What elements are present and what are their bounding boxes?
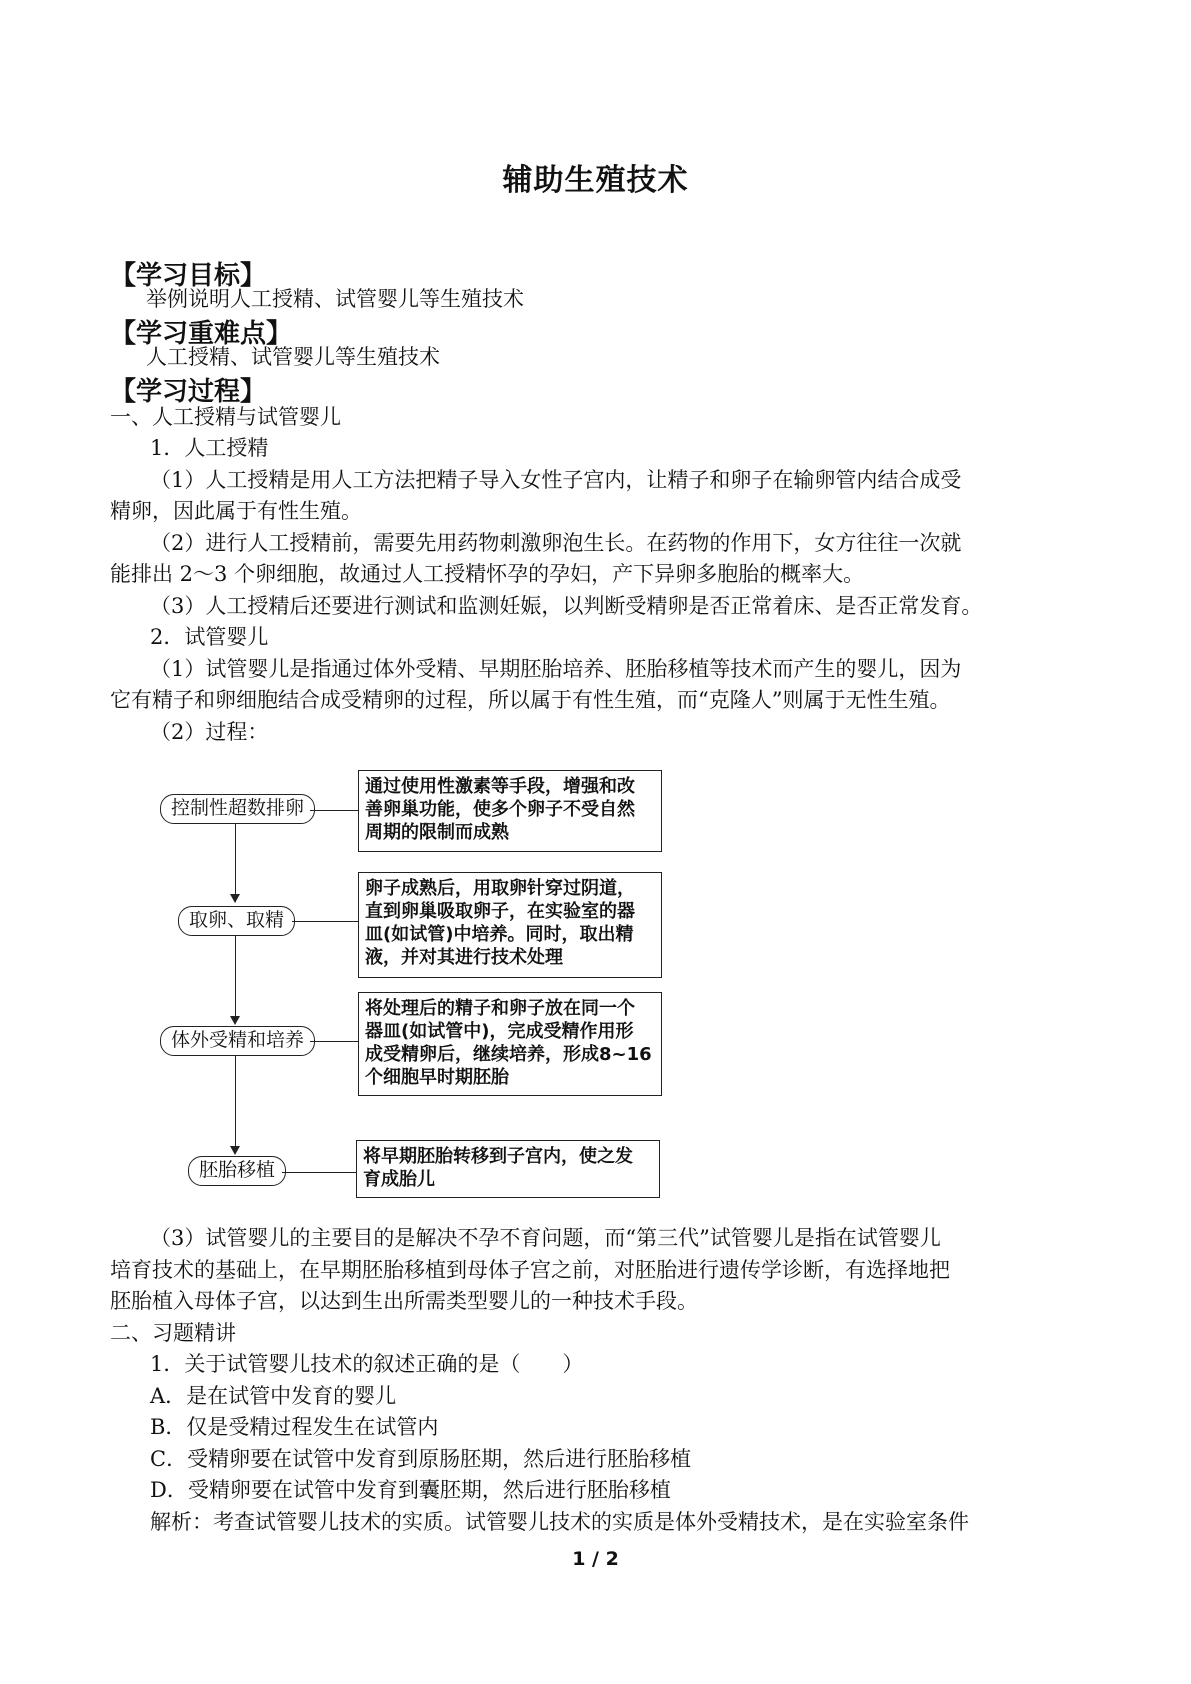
arrow-down-icon (230, 1016, 240, 1025)
ivf-paragraph-1-line-1: （1）试管婴儿是指通过体外受精、早期胚胎培养、胚胎移植等技术而产生的婴儿，因为 (150, 657, 962, 681)
ai-title: 1．人工授精 (150, 436, 269, 460)
ivf-title: 2．试管婴儿 (150, 625, 269, 649)
arrow-down-icon (230, 1146, 240, 1155)
objectives-text: 举例说明人工授精、试管婴儿等生殖技术 (146, 287, 524, 311)
ai-paragraph-3: （3）人工授精后还要进行测试和监测妊娠，以判断受精卵是否正常着床、是否正常发育。 (150, 594, 983, 618)
ai-paragraph-2-line-1: （2）进行人工授精前，需要先用药物刺激卵泡生长。在药物的作用下，女方往往一次就 (150, 531, 962, 555)
connector-line (292, 921, 360, 922)
option-b: B．仅是受精过程发生在试管内 (150, 1415, 439, 1439)
process-heading: 【学习过程】 (110, 377, 267, 407)
connector-line (235, 933, 236, 1023)
keypoints-heading: 【学习重难点】 (110, 319, 293, 349)
connector-line (235, 1053, 236, 1153)
page-title: 辅助生殖技术 (502, 163, 689, 198)
ivf-process-diagram (160, 776, 720, 1198)
option-c: C．受精卵要在试管中发育到原肠胚期，然后进行胚胎移植 (150, 1447, 692, 1471)
connector-line (310, 810, 360, 811)
stage-box: 胚胎移植 (188, 1156, 286, 1186)
stage-box: 取卵、取精 (178, 906, 295, 936)
arrow-down-icon (230, 894, 240, 903)
connector-line (235, 822, 236, 902)
question-1: 1．关于试管婴儿技术的叙述正确的是（ ） (150, 1352, 584, 1376)
objectives-heading: 【学习目标】 (110, 261, 267, 291)
stage-box: 体外受精和培养 (160, 1026, 315, 1056)
keypoints-text: 人工授精、试管婴儿等生殖技术 (146, 345, 440, 369)
connector-line (310, 1041, 360, 1042)
ivf-paragraph-3-line-3: 胚胎植入母体子宫，以达到生出所需类型婴儿的一种技术手段。 (110, 1289, 698, 1313)
part2-title: 二、习题精讲 (110, 1321, 236, 1345)
page-number: 1 / 2 (572, 1548, 619, 1570)
stage-box: 控制性超数排卵 (160, 794, 315, 824)
ivf-paragraph-3-line-2: 培育技术的基础上，在早期胚胎移植到母体子宫之前，对胚胎进行遗传学诊断，有选择地把 (110, 1258, 950, 1282)
part1-title: 一、人工授精与试管婴儿 (110, 405, 341, 429)
stage-description: 将处理后的精子和卵子放在同一个 器皿(如试管中)，完成受精作用形 成受精卵后，继续培养，形成8~16 个细胞早时期胚胎 (358, 992, 662, 1096)
option-a: A．是在试管中发育的婴儿 (150, 1384, 397, 1408)
ai-paragraph-1-line-2: 精卵，因此属于有性生殖。 (110, 499, 362, 523)
ai-paragraph-1-line-1: （1）人工授精是用人工方法把精子导入女性子宫内，让精子和卵子在输卵管内结合成受 (150, 468, 962, 492)
connector-line (282, 1172, 358, 1173)
ai-paragraph-2-line-2: 能排出 2～3 个卵细胞，故通过人工授精怀孕的孕妇，产下异卵多胞胎的概率大。 (110, 562, 865, 586)
ivf-paragraph-2: （2）过程： (150, 720, 269, 744)
ivf-paragraph-1-line-2: 它有精子和卵细胞结合成受精卵的过程，所以属于有性生殖，而“克隆人”则属于无性生殖。 (110, 688, 951, 712)
analysis-text: 解析：考查试管婴儿技术的实质。试管婴儿技术的实质是体外受精技术，是在实验室条件 (150, 1510, 969, 1534)
ivf-paragraph-3-line-1: （3）试管婴儿的主要目的是解决不孕不育问题，而“第三代”试管婴儿是指在试管婴儿 (150, 1226, 941, 1250)
option-d: D．受精卵要在试管中发育到囊胚期，然后进行胚胎移植 (150, 1478, 671, 1502)
stage-description: 将早期胚胎转移到子宫内，使之发 育成胎儿 (356, 1140, 660, 1198)
stage-description: 通过使用性激素等手段，增强和改 善卵巢功能，使多个卵子不受自然 周期的限制而成熟 (358, 770, 662, 852)
stage-description: 卵子成熟后，用取卵针穿过阴道， 直到卵巢吸取卵子，在实验室的器 皿(如试管)中培养。同时，取出精 液，并对其进行技术处理 (358, 872, 662, 978)
